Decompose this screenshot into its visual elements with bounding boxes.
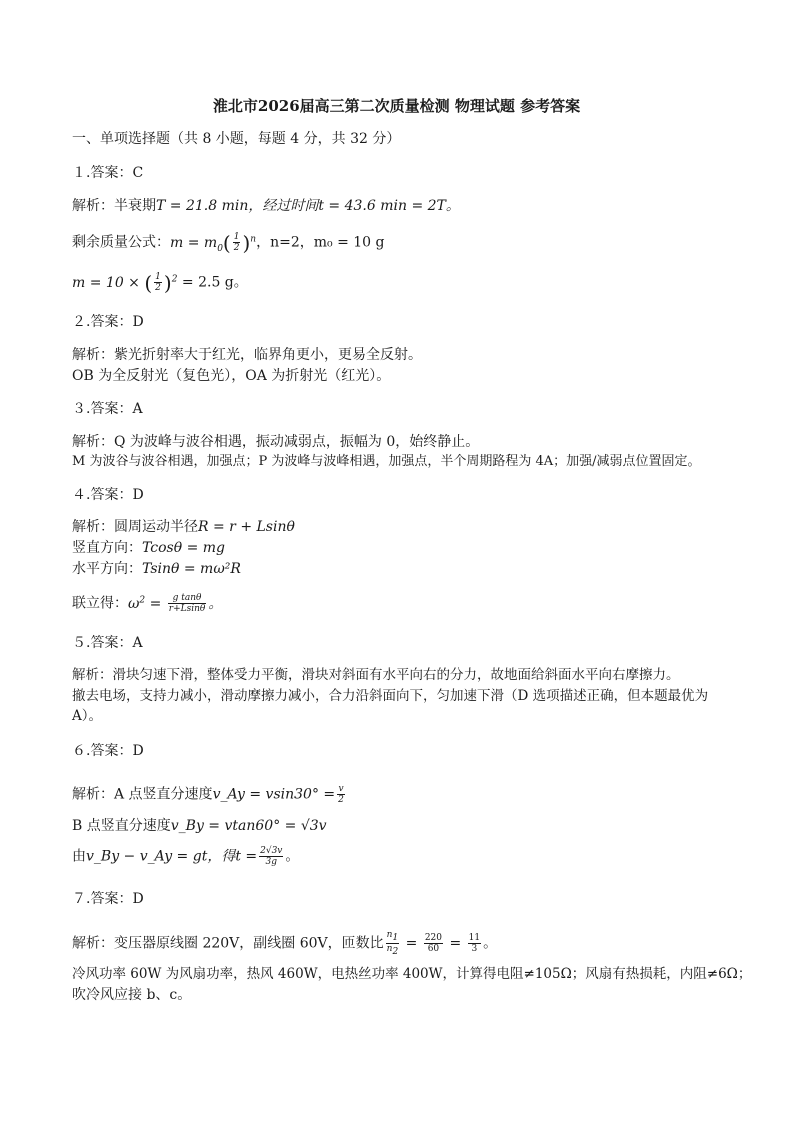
q6-line3: 由v_By − v_Ay = gt，得t = $\frac{2√3v}{3g}$ 。	[72, 846, 300, 867]
section-heading: 一、单项选择题（共 8 小题，每题 4 分，共 32 分）	[72, 131, 401, 147]
q4-line1-math: R = r + Lsinθ	[198, 519, 295, 535]
q6-answer: ６.答案：D	[72, 743, 144, 759]
q7-line1-prefix: 解析：变压器原线圈 220V，副线圈 60V，匝数比	[72, 935, 384, 952]
q4-line4-prefix: 联立得：	[72, 595, 128, 612]
q1-analysis-math: T = 21.8 min，经过时间t = 43.6 min = 2T。	[156, 198, 460, 214]
q4-line2	[72, 538, 225, 558]
q2-answer: ２.答案：D	[72, 314, 144, 330]
q3-answer: ３.答案：A	[72, 401, 143, 417]
q6-line1	[72, 784, 347, 805]
q7-ratio-v: $\frac{220}{60}$	[424, 932, 443, 954]
q6-line3-math: v_By − v_Ay = gt，得t =	[86, 848, 258, 865]
q1-analysis	[72, 196, 460, 216]
q1-result-tail: = 2.5 g。	[181, 274, 248, 291]
q1-formula	[72, 229, 384, 258]
q3-line2: M 为波谷与波谷相遇，加强点；P 为波峰与波峰相遇，加强点，半个周期路程为 4A；加强/减弱点位置固定。	[72, 454, 701, 469]
q2-line1: 解析：紫光折射率大于红光，临界角更小，更易全反射。	[72, 347, 422, 363]
q1-answer: １.答案：C	[72, 165, 144, 181]
q1-analysis-prefix: 解析：半衰期	[72, 198, 156, 214]
q4-line1	[72, 517, 295, 537]
q3-line1: 解析：Q 为波峰与波谷相遇，振动减弱点，振幅为 0，始终静止。	[72, 434, 480, 450]
q4-line1-prefix: 解析：圆周运动半径	[72, 519, 198, 535]
q4-line2-math: Tcosθ = mg	[142, 540, 226, 556]
q1-formula-math: $m = m_0$( $\frac{1}{2}$ )$^n$	[170, 230, 257, 255]
q5-line1: 解析：滑块匀速下滑，整体受力平衡，滑块对斜面有水平向右的分力，故地面给斜面水平向右摩擦力。	[72, 667, 680, 683]
q4-line4	[72, 590, 222, 614]
q6-line1-frac: $\frac{v}{2}$	[338, 784, 344, 805]
q6-line3-prefix: 由	[72, 848, 86, 865]
q4-answer: ４.答案：D	[72, 487, 144, 503]
q1-result	[72, 269, 248, 293]
q7-answer: ７.答案：D	[72, 891, 144, 907]
q6-line2-prefix: B 点竖直分速度	[72, 818, 171, 834]
q4-line4-math: $\omega^2$ = $\frac{\text{g tanθ}}{r+Lsin\theta}$ 。	[128, 593, 223, 615]
q4-line2-prefix: 竖直方向：	[72, 540, 142, 556]
q1-formula-tail: ，n=2，m₀ = 10 g	[256, 234, 385, 251]
q1-result-math: m = 10 × ( $\frac{1}{2}$ )$^2$	[72, 270, 178, 295]
q4-line3-math: Tsinθ = mω²R	[142, 561, 241, 577]
q5-answer: ５.答案：A	[72, 635, 143, 651]
q2-line2: OB 为全反射光（复色光），OA 为折射光（红光）。	[72, 368, 391, 384]
q7-line2: 冷风功率 60W 为风扇功率，热风 460W，电热丝功率 400W，计算得电阻≠105Ω；风扇有热损耗，内阻≠6Ω；	[72, 966, 752, 982]
q6-line3-frac: $\frac{2√3v}{3g}$	[260, 846, 283, 867]
q7-line1: 解析：变压器原线圈 220V，副线圈 60V，匝数比 $\frac{n_1}{n_2}$ = $\frac{220}{60}$ = $\frac{11}{3}$ 。	[72, 930, 498, 957]
q4-frac-den: r+Lsinθ	[168, 604, 206, 615]
q6-line2	[72, 816, 327, 836]
q5-line2: 撤去电场，支持力减小，滑动摩擦力减小，合力沿斜面向下，匀加速下滑（D 选项描述正确，但本题最优为 A）。	[72, 688, 709, 724]
q6-line1-prefix: 解析：A 点竖直分速度	[72, 786, 213, 803]
q6-line2-math: v_By = vtan60° = √3v	[170, 818, 327, 834]
q4-line3	[72, 559, 241, 579]
q6-line1-math: v_Ay = vsin30° =	[212, 786, 336, 803]
q7-ratio-simplified: $\frac{11}{3}$	[468, 932, 481, 954]
q4-frac-num: g tanθ	[168, 593, 207, 604]
q7-ratio-n: $\frac{n_1}{n_2}$	[386, 930, 399, 957]
q1-formula-prefix: 剩余质量公式：	[72, 234, 170, 251]
q7-line3: 吹冷风应接 b、c。	[72, 987, 192, 1003]
document-title: 淮北市2026届高三第二次质量检测 物理试题 参考答案	[212, 97, 581, 115]
q4-line3-prefix: 水平方向：	[72, 561, 142, 577]
